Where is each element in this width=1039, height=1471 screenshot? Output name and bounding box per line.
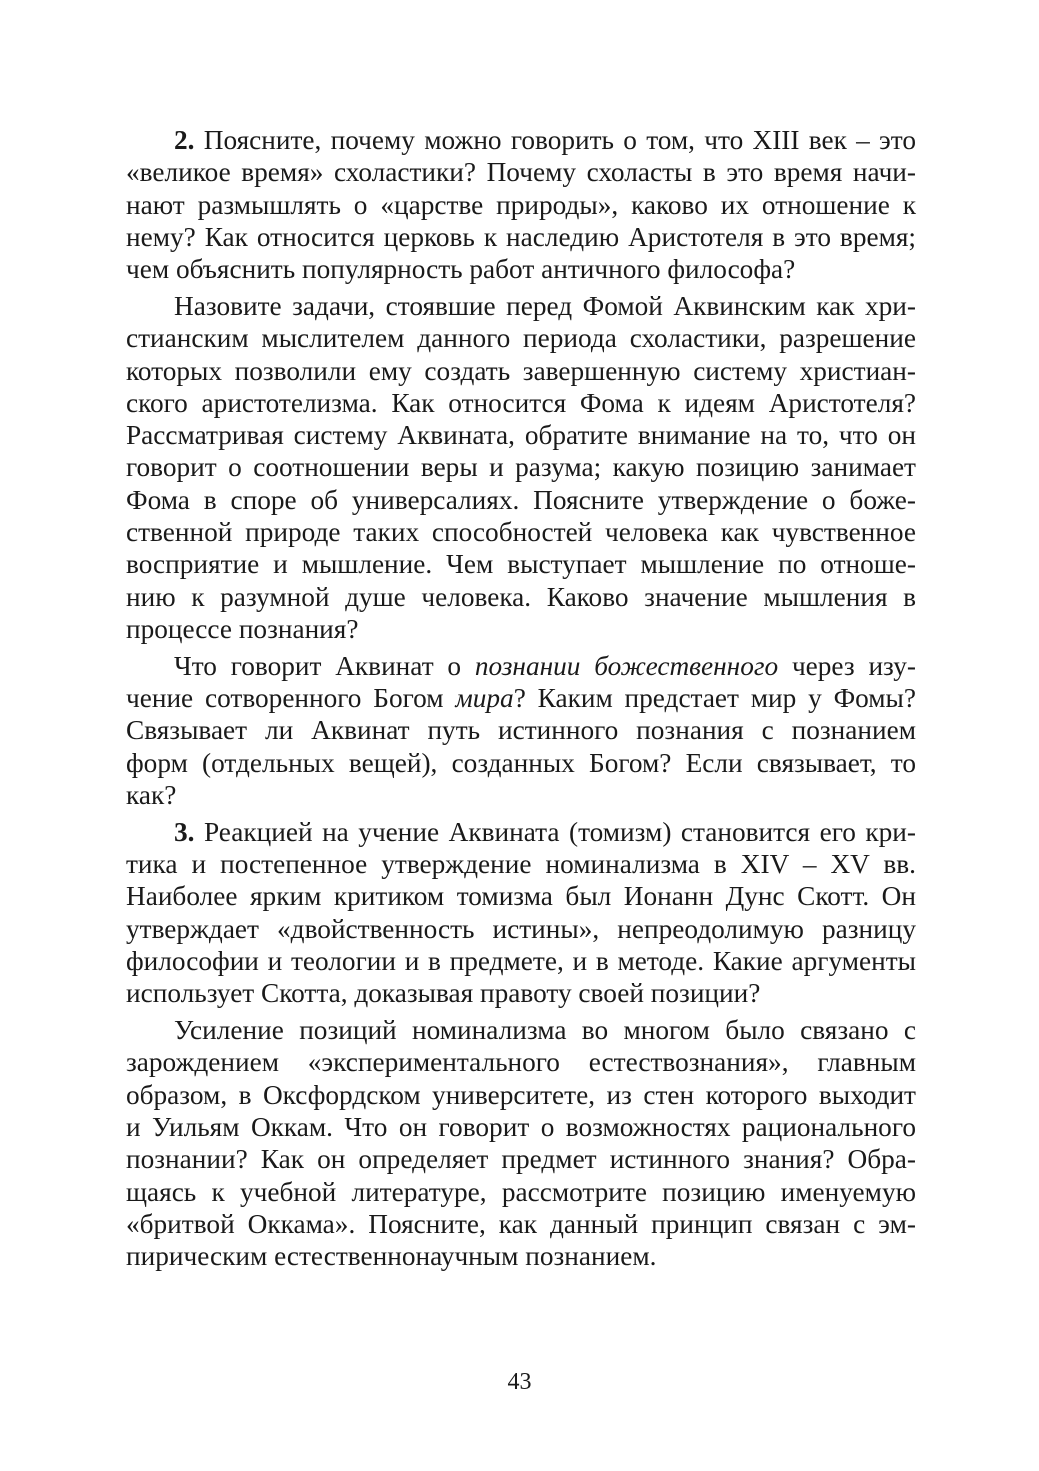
text-line <box>126 913 916 945</box>
line-text: Наиболее ярким критиком томизма был Ионанн Дунс Скотт. Он <box>126 881 916 912</box>
text-line <box>126 1240 916 1272</box>
emphasis-text: познании божественного <box>474 650 779 681</box>
line-text: чем объяснить популярность работ античного философа? <box>126 254 796 285</box>
text-line <box>126 124 916 156</box>
question-number: 2. <box>174 125 195 155</box>
line-text: Поясните, почему можно говорить о том, что XIII век – это <box>194 125 916 155</box>
body-text <box>126 124 916 1272</box>
text-line <box>126 1208 916 1240</box>
text-line <box>126 419 916 451</box>
line-text: Реакцией на учение Аквината (томизм) становится его кри- <box>194 816 916 847</box>
line-text: нию к разумной душе человека. Каково значение мышления в <box>126 581 916 612</box>
text-line <box>126 451 916 483</box>
line-text: через изу- <box>778 650 916 681</box>
line-text: Связывает ли Аквинат путь истинного познания с познанием <box>126 715 916 746</box>
paragraph <box>126 290 916 645</box>
text-line <box>126 156 916 188</box>
line-text: Фома в споре об универсалиях. Поясните утверждение о боже- <box>126 484 916 515</box>
text-line <box>126 1079 916 1111</box>
emphasis-text: мира <box>455 683 514 714</box>
line-text: «бритвой Оккама». Поясните, как данный принцип связан с эм- <box>126 1208 916 1239</box>
text-line <box>126 747 916 779</box>
text-line <box>126 848 916 880</box>
text-line <box>126 650 916 682</box>
line-text: нему? Как относится церковь к наследию Аристотеля в это время; <box>126 221 916 252</box>
text-line <box>126 484 916 516</box>
text-line <box>126 1143 916 1175</box>
line-text: щаясь к учебной литературе, рассмотрите позицию именуемую <box>126 1176 916 1207</box>
text-line <box>126 290 916 322</box>
line-text: процессе познания? <box>126 613 359 644</box>
line-text: нают размышлять о «царстве природы», каково их отношение к <box>126 189 916 220</box>
text-line <box>126 682 916 714</box>
line-text: которых позволили ему создать завершенную систему христиан- <box>126 355 916 386</box>
text-line <box>126 1046 916 1078</box>
paragraph <box>126 124 916 285</box>
line-text: как? <box>126 779 177 810</box>
line-text: и Уильям Оккам. Что он говорит о возможностях рационального <box>126 1111 916 1142</box>
text-line <box>126 548 916 580</box>
text-line <box>126 613 916 645</box>
line-text: Назовите задачи, стоявшие перед Фомой Аквинским как хри- <box>174 290 916 321</box>
line-text: использует Скотта, доказывая правоту своей позиции? <box>126 978 761 1009</box>
page-number: 43 <box>507 1369 532 1395</box>
line-text: философии и теологии и в предмете, и в методе. Какие аргументы <box>126 945 916 976</box>
text-line <box>126 816 916 848</box>
text-line <box>126 714 916 746</box>
line-text: познании? Как он определяет предмет истинного знания? Обра- <box>126 1144 916 1175</box>
line-text: говорит о соотношении веры и разума; какую позицию занимает <box>126 452 916 483</box>
text-line <box>126 1014 916 1046</box>
text-line <box>126 880 916 912</box>
text-line <box>126 779 916 811</box>
text-line <box>126 221 916 253</box>
line-text: восприятие и мышление. Чем выступает мышление по отноше- <box>126 549 916 580</box>
text-line <box>126 253 916 285</box>
paragraph <box>126 816 916 1010</box>
line-text: Рассматривая систему Аквината, обратите внимание на то, что он <box>126 420 916 451</box>
line-text: Что говорит Аквинат о <box>174 650 475 681</box>
line-text: стианским мыслителем данного периода схоластики, разрешение <box>126 323 916 354</box>
text-line <box>126 516 916 548</box>
paragraph <box>126 1014 916 1272</box>
line-text: тика и постепенное утверждение номинализма в XIV – XV вв. <box>126 849 916 880</box>
line-text: Усиление позиций номинализма во многом было связано с <box>174 1015 916 1046</box>
text-line <box>126 945 916 977</box>
text-line <box>126 977 916 1009</box>
text-line <box>126 387 916 419</box>
line-text: ского аристотелизма. Как относится Фома к идеям Аристотеля? <box>126 387 916 418</box>
line-text: ? Каким предстает мир у Фомы? <box>513 683 916 714</box>
line-text: чение сотворенного Богом <box>126 683 456 714</box>
line-text: ственной природе таких способностей человека как чувственное <box>126 517 916 548</box>
line-text: пирическим естественнонаучным познанием. <box>126 1241 657 1272</box>
line-text: образом, в Оксфордском университете, из стен которого выходит <box>126 1079 916 1110</box>
question-number: 3. <box>174 816 195 847</box>
line-text: «великое время» схоластики? Почему схоласты в это время начи- <box>126 157 916 188</box>
text-line <box>126 581 916 613</box>
text-line <box>126 322 916 354</box>
text-line <box>126 189 916 221</box>
text-line <box>126 1176 916 1208</box>
line-text: форм (отдельных вещей), созданных Богом? Если связывает, то <box>126 747 916 778</box>
line-text: утверждает «двойственность истины», непреодолимую разницу <box>126 913 916 944</box>
line-text: зарождением «экспериментального естествознания», главным <box>126 1047 916 1078</box>
paragraph <box>126 650 916 811</box>
text-line <box>126 355 916 387</box>
text-line <box>126 1111 916 1143</box>
